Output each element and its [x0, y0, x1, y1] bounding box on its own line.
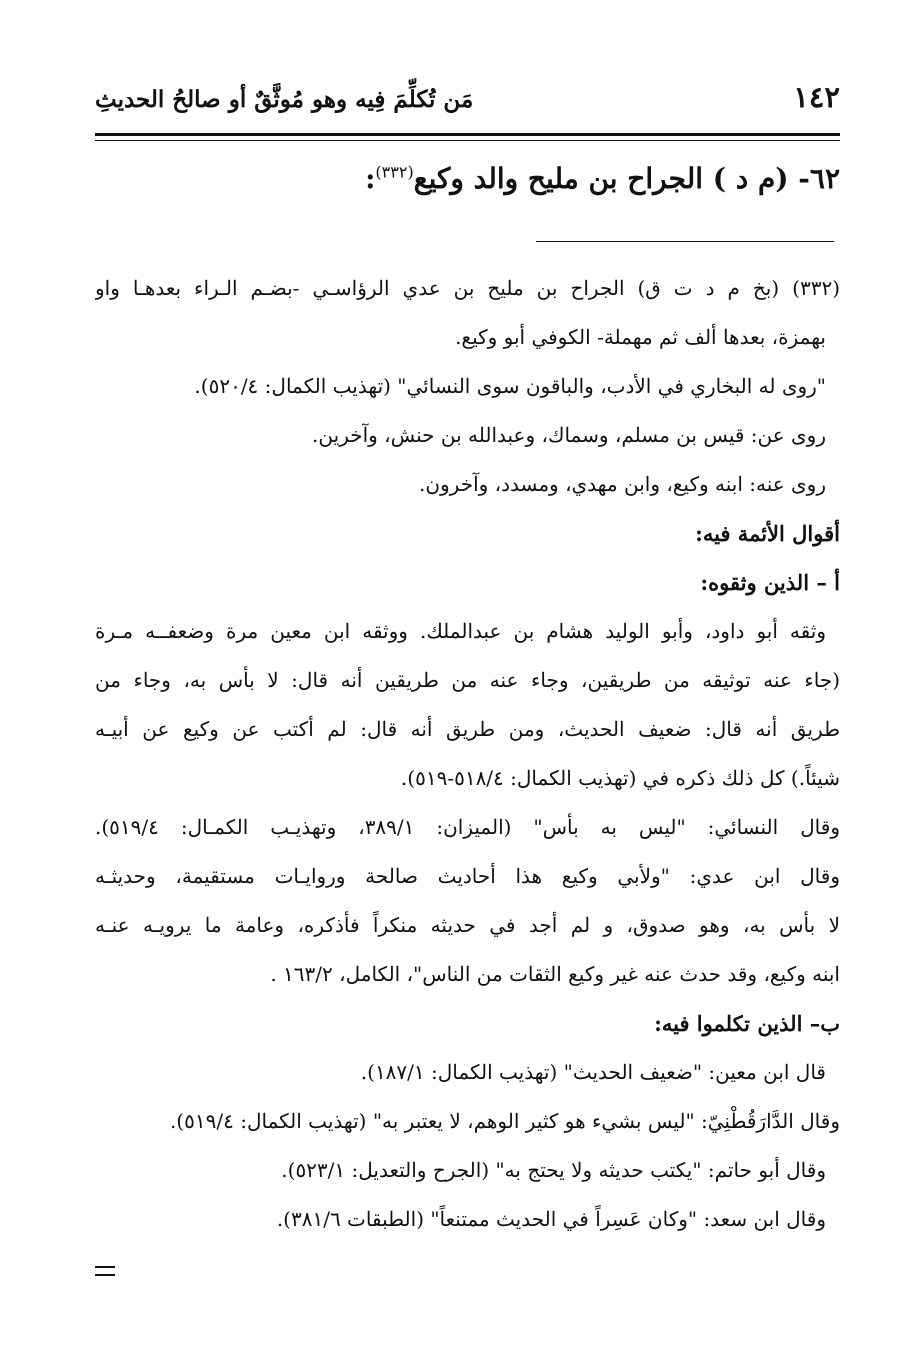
- footnote-reference: (٣٣٢): [375, 162, 414, 182]
- footnote-line: (جاء عنه توثيقه من طريقين، وجاء عنه من طريقين أنه قال: لا بأس به، وجاء من: [95, 668, 840, 692]
- entry-heading-tail: :: [365, 162, 376, 195]
- footnote-line: وقال الدَّارَقُطْنِيّ: "ليس بشيء هو كثير الوهم، لا يعتبر به" (تهذيب الكمال: ٥١٩/٤).: [169, 1109, 840, 1133]
- footnote-line: روى عنه: ابنه وكيع، وابن مهدي، ومسدد، وآخرون.: [418, 472, 826, 496]
- footnote-line: بهمزة، بعدها ألف ثم مهملة- الكوفي أبو وكيع.: [455, 325, 826, 349]
- footnote-line: طريق أنه قال: ضعيف الحديث، ومن طريق أنه قال: لم أكتب عن وكيع عن أبيـه: [95, 717, 840, 741]
- section-heading-opinions: أقوال الأئمة فيه:: [695, 521, 840, 546]
- running-title: مَن تُكلِّمَ فِيه وهو مُوثَّقٌ أو صالحُ الحديثِ: [95, 86, 474, 113]
- continuation-mark: [95, 1266, 115, 1276]
- entry-heading-text: ٦٢- (م د ) الجراح بن مليح والد وكيع: [413, 162, 840, 195]
- footnote-line: شيئاً.) كل ذلك ذكره في (تهذيب الكمال: ٥١٨/٤-٥١٩).: [400, 766, 840, 790]
- footnote-line: قال ابن معين: "ضعيف الحديث" (تهذيب الكمال: ١٨٧/١).: [360, 1060, 826, 1084]
- footnote-body: [95, 264, 840, 1244]
- footnote-line: وثقه أبو داود، وأبو الوليد هشام بن عبدالملك. ووثقه ابن معين مرة وضعفــه مـرة: [95, 619, 826, 643]
- section-heading-trusted: أ – الذين وثقوه:: [700, 570, 840, 595]
- header-rule-thick: [95, 133, 840, 136]
- footnote-separator: [536, 241, 834, 242]
- header-rule-thin: [95, 140, 840, 141]
- footnote-line: روى عن: قيس بن مسلم، وسماك، وعبدالله بن حنش، وآخرين.: [312, 423, 826, 447]
- footnote-line: وقال ابن عدي: "ولأبي وكيع هذا أحاديث صالحة وروايـات مستقيمة، وحديثـه: [95, 864, 840, 888]
- footnote-line: وقال النسائي: "ليس به بأس" (الميزان: ٣٨٩/١، وتهذيـب الكمـال: ٥١٩/٤).: [95, 815, 840, 839]
- footnote-line: وقال ابن سعد: "وكان عَسِراً في الحديث ممتنعاً" (الطبقات ٣٨١/٦).: [276, 1207, 826, 1231]
- page-number: ١٤٢: [793, 80, 840, 114]
- footnote-line: ابنه وكيع، وقد حدث عنه غير وكيع الثقات من الناس"، الكامل، ١٦٣/٢ .: [270, 962, 840, 986]
- footnote-line: لا بأس به، وهو صدوق، و لم أجد في حديثه منكراً فأذكره، وعامة ما يرويـه عنـه: [95, 913, 840, 937]
- footnote-line: وقال أبو حاتم: "يكتب حديثه ولا يحتج به" (الجرح والتعديل: ٥٢٣/١).: [281, 1158, 826, 1182]
- entry-heading: [95, 162, 840, 195]
- section-heading-criticized: ب– الذين تكلموا فيه:: [654, 1011, 840, 1036]
- page-header: [95, 78, 840, 128]
- footnote-line: (٣٣٢) (بخ م د ت ق) الجراح بن مليح بن عدي الرؤاسـي -بضـم الـراء بعدهـا واو: [95, 276, 840, 300]
- footnote-line: "روى له البخاري في الأدب، والباقون سوى النسائي" (تهذيب الكمال: ٥٢٠/٤).: [194, 374, 826, 398]
